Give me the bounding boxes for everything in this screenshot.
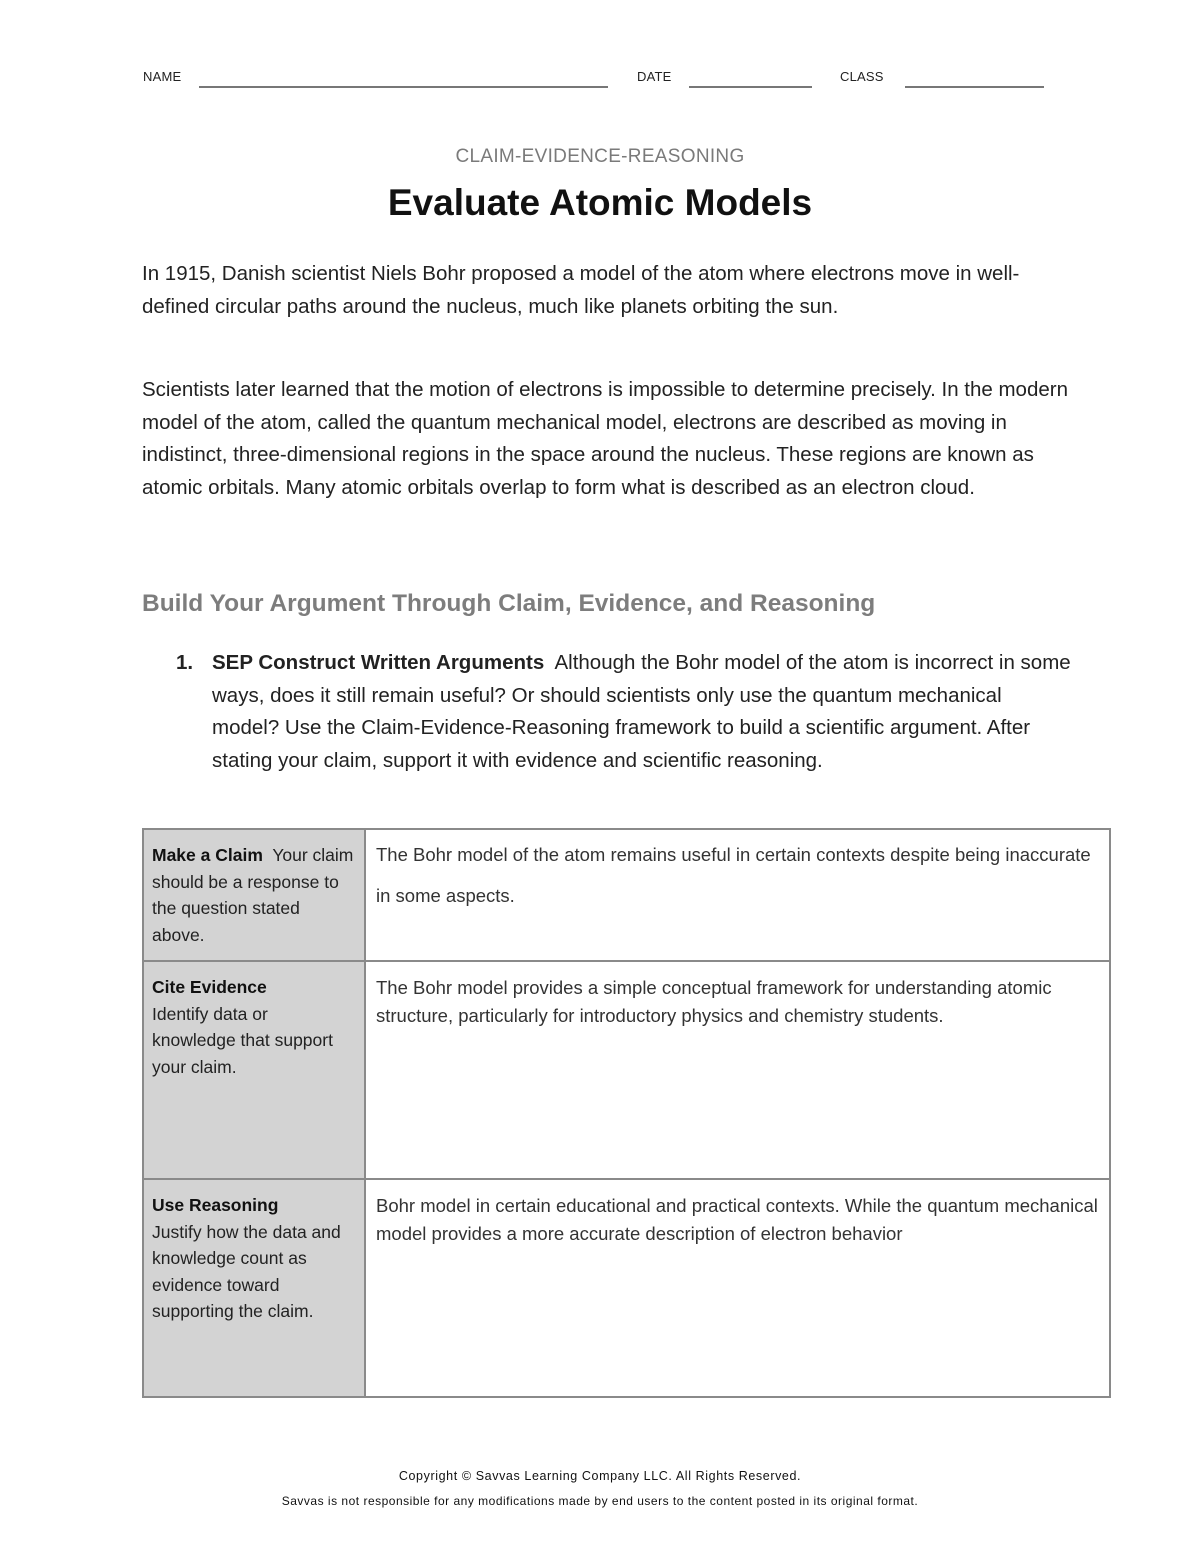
date-field[interactable]: [689, 86, 812, 88]
claim-title: Make a Claim: [152, 845, 263, 865]
reasoning-label-cell: [143, 1179, 365, 1397]
reasoning-title: Use Reasoning: [152, 1195, 279, 1216]
worksheet-kicker: CLAIM-EVIDENCE-REASONING: [455, 146, 745, 167]
evidence-answer[interactable]: The Bohr model provides a simple conceptual framework for understanding atomic structure, particularly for introductory physics and chemistry students.: [376, 977, 1052, 1026]
question-label: SEP Construct Written Arguments: [212, 651, 545, 674]
student-info-header: [143, 66, 1043, 90]
table-row: [143, 961, 1110, 1179]
name-label: NAME: [143, 69, 182, 84]
claim-prompt: Your claim should be a response to the question stated above.: [152, 845, 354, 945]
claim-answer-cell[interactable]: [365, 829, 1110, 961]
intro-paragraph: Scientists later learned that the motion of electrons is impossible to determine precisely. In the modern model of the atom, called the quantum mechanical model, electrons are described as moving in indistinct, three-dimensional regions in the space around the nucleus. These regions are known as atomic orbitals. Many atomic orbitals overlap to form what is described as an electron cloud.: [142, 378, 1068, 499]
date-label: DATE: [637, 69, 672, 84]
reasoning-answer-cell[interactable]: [365, 1179, 1110, 1397]
reasoning-prompt: Justify how the data and knowledge count as evidence toward supporting the claim.: [152, 1221, 341, 1322]
question-number: 1.: [176, 651, 194, 674]
claim-label-cell: [143, 829, 365, 961]
class-label: CLASS: [840, 69, 884, 84]
evidence-title: Cite Evidence: [152, 977, 267, 998]
table-row: [143, 829, 1110, 961]
evidence-prompt: Identify data or knowledge that support your claim.: [152, 1003, 333, 1077]
copyright-notice: Copyright © Savvas Learning Company LLC. All Rights Reserved.: [398, 1469, 802, 1483]
name-field[interactable]: [199, 86, 608, 88]
reasoning-answer[interactable]: Bohr model in certain educational and practical contexts. While the quantum mechanical model provides a more accurate description of electron behavior: [376, 1195, 1098, 1244]
cer-table: [142, 828, 1111, 1398]
evidence-label-cell: [143, 961, 365, 1179]
claim-answer[interactable]: The Bohr model of the atom remains useful in certain contexts despite being inaccurate in some aspects.: [376, 844, 1091, 906]
section-heading: Build Your Argument Through Claim, Evidence, and Reasoning: [142, 590, 876, 617]
table-row: [143, 1179, 1110, 1397]
page-title: Evaluate Atomic Models: [387, 182, 813, 223]
class-field[interactable]: [905, 86, 1044, 88]
question-text: Although the Bohr model of the atom is incorrect in some ways, does it still remain useful? Or should scientists only use the quantum mechanical model? Use the Claim-Evidence-Reasoning framework to build a scientific argument. After stating your claim, support it with evidence and scientific reasoning.: [212, 651, 1071, 772]
disclaimer-notice: Savvas is not responsible for any modifications made by end users to the content posted in its original format.: [281, 1494, 919, 1508]
evidence-answer-cell[interactable]: [365, 961, 1110, 1179]
question-body: [212, 647, 1072, 777]
intro-paragraph: In 1915, Danish scientist Niels Bohr proposed a model of the atom where electrons move in well-defined circular paths around the nucleus, much like planets orbiting the sun.: [142, 262, 1020, 318]
